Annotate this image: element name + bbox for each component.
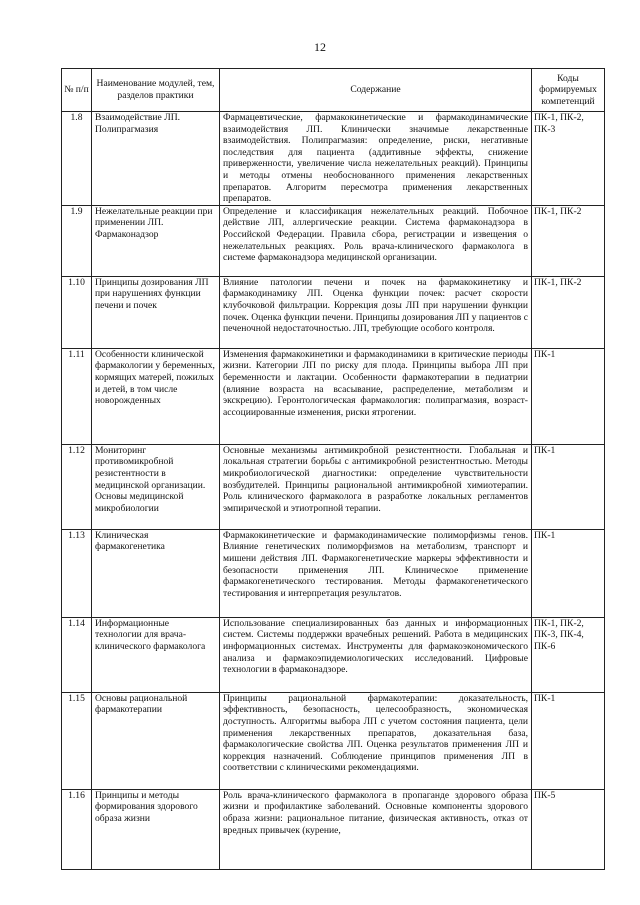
row-codes: ПК-1 <box>532 692 605 789</box>
row-content: Влияние патологии печени и почек на фармакокинетику и фармакодинамику ЛП. Оценка функции почек: расчет скорости клубочковой фильтрации. Коррекция дозы ЛП при нарушении функции почек. Оценка функции печени. Принципы дозирования ЛП у пациентов с печеночной недостаточностью. ЛП, требующие особого контроля. <box>220 276 532 348</box>
row-num: 1.14 <box>62 617 92 692</box>
row-name: Информационные технологии для врача-клинического фармаколога <box>92 617 220 692</box>
row-content: Изменения фармакокинетики и фармакодинамики в критические периоды жизни. Категории ЛП по риску для плода. Принципы выбора ЛП при беременности и лактации. Особенности фармакотерапии в педиатрии (влияние возраста на всасывание, распределение, метаболизм и экскрецию). Геронтологическая фармакология: полипрагмазия, возраст-ассоциированные изменения, риски ятрогении. <box>220 348 532 444</box>
row-codes: ПК-1 <box>532 529 605 617</box>
row-num: 1.8 <box>62 112 92 206</box>
row-num: 1.16 <box>62 789 92 869</box>
row-content: Принципы рациональной фармакотерапии: доказательность, эффективность, безопасность, целесообразность, экономическая доступность. Алгоритмы выбора ЛП с учетом состояния пациента, цели применения лекарственных препаратов, доказательная база, фармакологические свойства ЛП. Оценка результатов применения ЛП и коррекция назначений. Соблюдение принципов применения ЛП в соответствии с клиническими рекомендациями. <box>220 692 532 789</box>
row-name: Основы рациональной фармакотерапии <box>92 692 220 789</box>
row-name: Клиническая фармакогенетика <box>92 529 220 617</box>
row-codes: ПК-1, ПК-2, ПК-3, ПК-4, ПК-6 <box>532 617 605 692</box>
row-codes: ПК-1, ПК-2, ПК-3 <box>532 112 605 206</box>
table-row <box>62 692 605 789</box>
row-codes: ПК-1 <box>532 348 605 444</box>
table-row <box>62 205 605 276</box>
row-num: 1.10 <box>62 276 92 348</box>
row-num: 1.11 <box>62 348 92 444</box>
row-num: 1.12 <box>62 444 92 529</box>
header-name: Наименование модулей, тем, разделов практики <box>92 69 220 112</box>
table-row <box>62 276 605 348</box>
table-row <box>62 348 605 444</box>
header-num: № п/п <box>62 69 92 112</box>
row-name: Нежелательные реакции при применении ЛП. Фармаконадзор <box>92 205 220 276</box>
row-content: Фармацевтические, фармакокинетические и фармакодинамические взаимодействия ЛП. Клинически значимые лекарственные взаимодействия. Полипрагмазия: определение, риски, негативные последствия для пациента (аддитивные эффекты, снижение приверженности, увеличение числа нежелательных реакций). Принципы и методы отмены необоснованного применения лекарственных препаратов. Алгоритм пересмотра применения лекарственных препаратов. <box>220 112 532 206</box>
row-content: Фармакокинетические и фармакодинамические полиморфизмы генов. Влияние генетических полиморфизмов на метаболизм, транспорт и мишени действия ЛП. Фармакогенетические маркеры эффективности и безопасности применения ЛП. Клиническое применение фармакогенетического тестирования. Методы фармакогенетического тестирования и интерпретация результатов. <box>220 529 532 617</box>
row-name: Принципы и методы формирования здорового образа жизни <box>92 789 220 869</box>
row-num: 1.9 <box>62 205 92 276</box>
curriculum-table <box>61 68 605 870</box>
row-name: Особенности клинической фармакологии у беременных, кормящих матерей, пожилых и детей, в том числе новорожденных <box>92 348 220 444</box>
table-row <box>62 444 605 529</box>
table-header-row <box>62 69 605 112</box>
table-row <box>62 529 605 617</box>
page-number: 12 <box>314 40 326 54</box>
row-codes: ПК-1 <box>532 444 605 529</box>
row-content: Использование специализированных баз данных и информационных систем. Системы поддержки врачебных решений. Работа в медицинских информационных системах. Инструменты для фармакоэкономического анализа и фармакоэпидемиологических исследований. Цифровые технологии в фармаконадзоре. <box>220 617 532 692</box>
row-name: Взаимодействие ЛП. Полипрагмазия <box>92 112 220 206</box>
row-content: Основные механизмы антимикробной резистентности. Глобальная и локальная стратегии борьбы с антимикробной резистентностью. Методы микробиологической диагностики: определение чувствительности возбудителей. Принципы рациональной антимикробной химиотерапии. Роль клинического фармаколога в разработке локальных регламентов эмпирической и этиотропной терапии. <box>220 444 532 529</box>
header-content: Содержание <box>220 69 532 112</box>
table-row <box>62 789 605 869</box>
row-content: Роль врача-клинического фармаколога в пропаганде здорового образа жизни и профилактике заболеваний. Основные компоненты здорового образа жизни: рациональное питание, физическая активность, отказ от вредных привычек (курение, <box>220 789 532 869</box>
row-name: Принципы дозирования ЛП при нарушениях функции печени и почек <box>92 276 220 348</box>
row-content: Определение и классификация нежелательных реакций. Побочное действие ЛП, аллергические реакции. Система фармаконадзора в Российской Федерации. Правила сбора, регистрации и извещения о нежелательных реакциях. Роль врача-клинического фармаколога в системе фармаконадзора медицинской организации. <box>220 205 532 276</box>
row-codes: ПК-1, ПК-2 <box>532 276 605 348</box>
row-num: 1.15 <box>62 692 92 789</box>
row-codes: ПК-5 <box>532 789 605 869</box>
row-num: 1.13 <box>62 529 92 617</box>
header-codes: Коды формируемых компетенций <box>532 69 605 112</box>
table-row <box>62 112 605 206</box>
table-row <box>62 617 605 692</box>
row-codes: ПК-1, ПК-2 <box>532 205 605 276</box>
row-name: Мониторинг противомикробной резистентности в медицинской организации. Основы медицинской микробиологии <box>92 444 220 529</box>
